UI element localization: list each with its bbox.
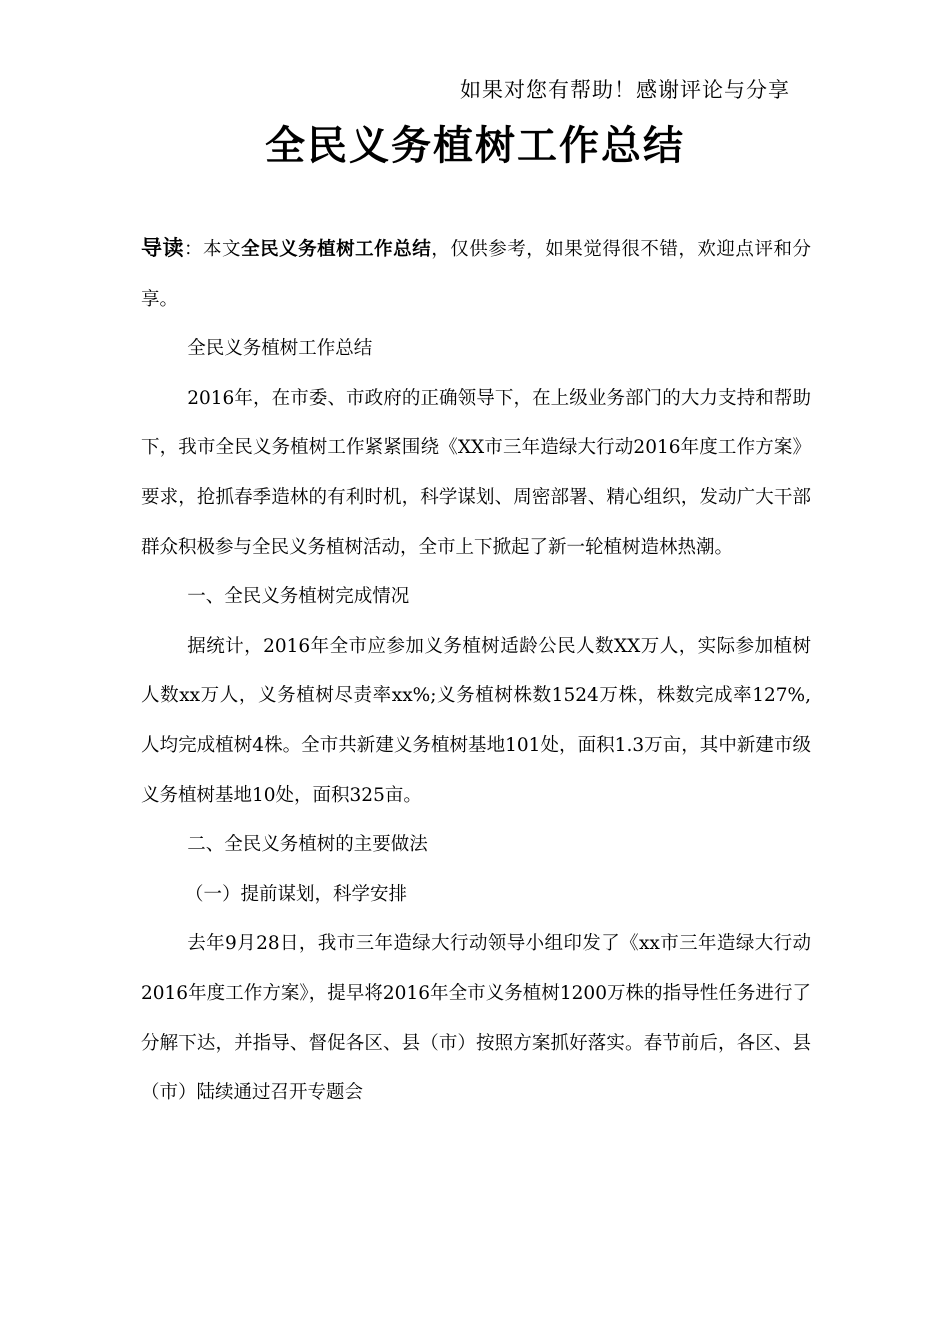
lead-prefix: 本文 — [203, 239, 242, 260]
paragraph-planning: 去年9月28日，我市三年造绿大行动领导小组印发了《xx市三年造绿大行动2016年度工作方案》，提早将2016年全市义务植树1200万株的指导性任务进行了分解下达，并指导、督促各区、县（市）按照方案抓好落实。春节前后，各区、县（市）陆续通过召开专题会 — [141, 933, 811, 1104]
paragraph-intro: 2016年，在市委、市政府的正确领导下，在上级业务部门的大力支持和帮助下，我市全民义务植树工作紧紧围绕《XX市三年造绿大行动2016年度工作方案》要求，抢抓春季造林的有利时机，科学谋划、周密部署、精心组织，发动广大干部群众积极参与全民义务植树活动，全市上下掀起了新一轮植树造林热潮。 — [141, 387, 811, 558]
paragraph-statistics: 据统计，2016年全市应参加义务植树适龄公民人数XX万人，实际参加植树人数xx万人，义务植树尽责率xx%;义务植树株数1524万株，株数完成率127%,人均完成植树4株。全市共新建义务植树基地101处，面积1.3万亩，其中新建市级义务植树基地10处，面积325亩。 — [141, 635, 811, 806]
lead-paragraph — [141, 224, 811, 324]
page-title: 全民义务植树工作总结 — [265, 123, 685, 169]
lead-rest: ，仅供参考，如果觉得很不错，欢迎点评和分享。 — [141, 239, 811, 310]
section-heading-2: 二、全民义务植树的主要做法 — [187, 834, 428, 856]
subsection-heading-2-1: （一）提前谋划，科学安排 — [185, 883, 408, 905]
section-heading-1: 一、全民义务植树完成情况 — [187, 586, 410, 608]
lead-label: 导读 — [141, 236, 185, 260]
subtitle: 全民义务植树工作总结 — [187, 338, 373, 360]
lead-colon: ： — [184, 239, 204, 260]
document-body — [141, 224, 811, 1118]
header-note: 如果对您有帮助！感谢评论与分享 — [460, 78, 790, 102]
lead-highlight: 全民义务植树工作总结 — [241, 239, 432, 260]
